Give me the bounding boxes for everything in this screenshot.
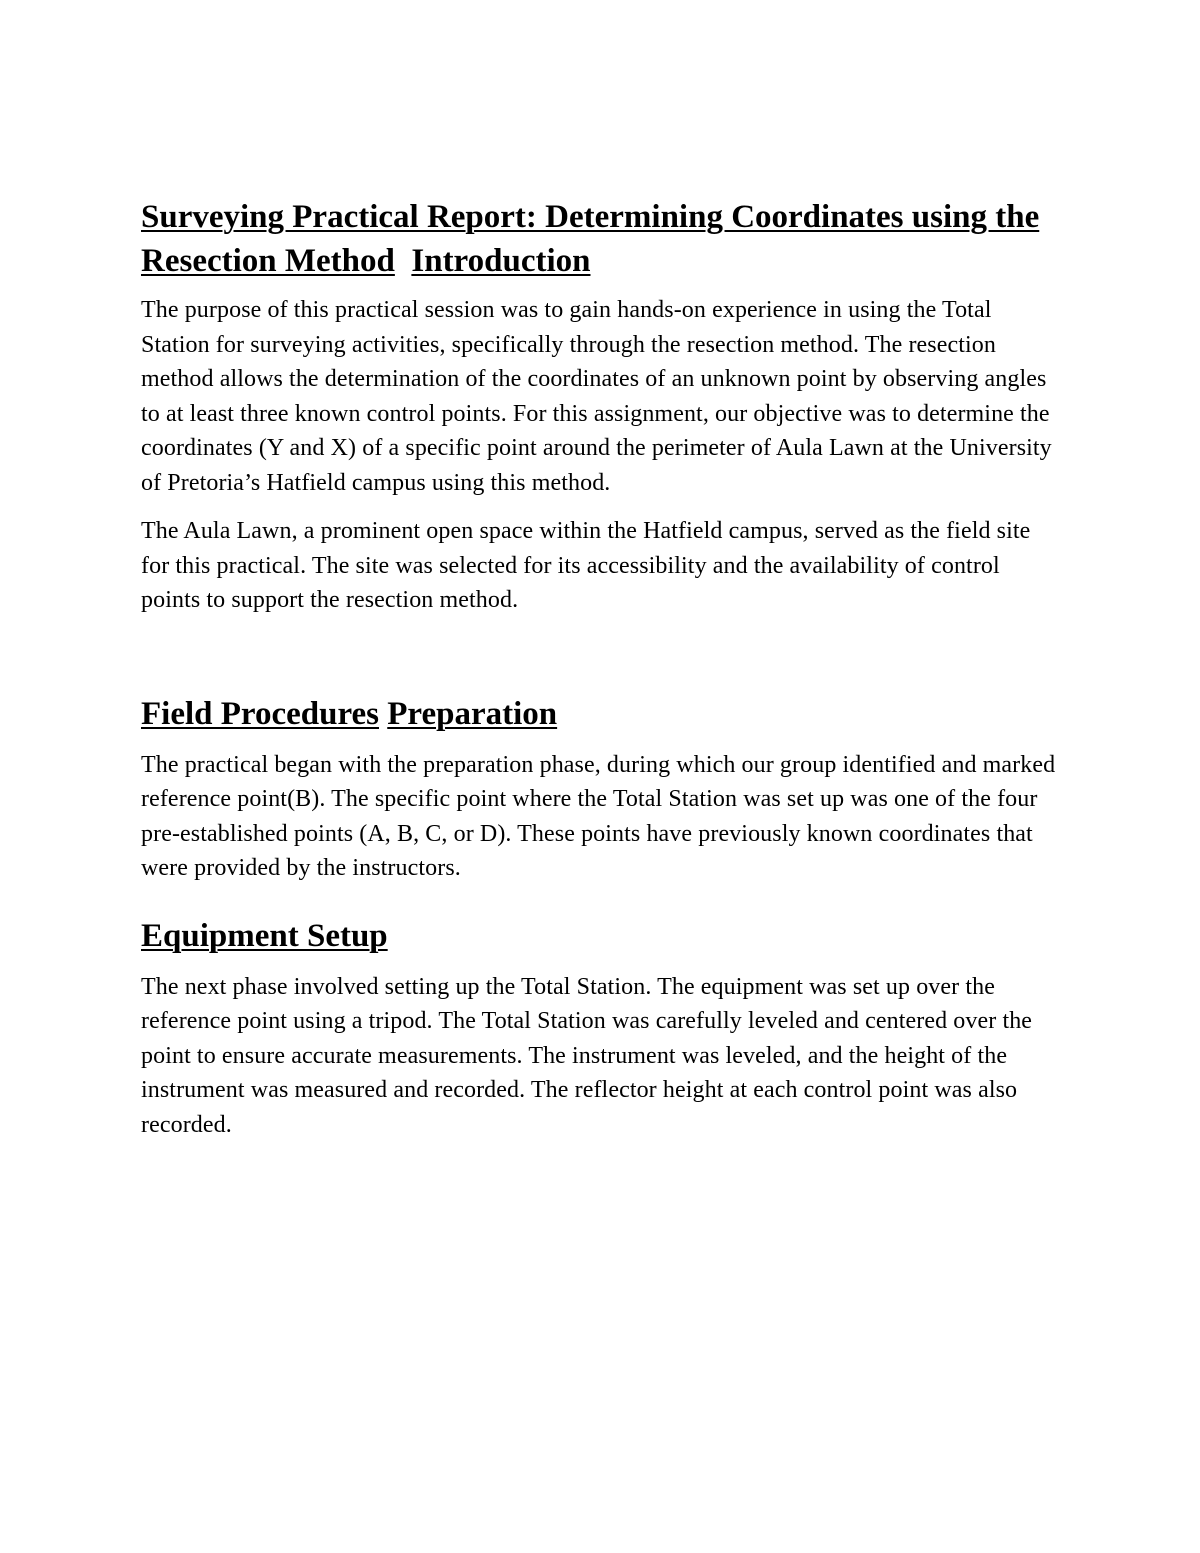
equipment-paragraph: The next phase involved setting up the Total Station. The equipment was set up over the reference point using a tripod. The Total Station was carefully leveled and centered over the point to ensure accurate measurements. The instrument was leveled, and the height of the instrument was measured and recorded. The reflector height at each control point was also recorded. bbox=[141, 973, 1033, 1138]
field-procedures-title: Field Procedures bbox=[141, 695, 379, 732]
preparation-paragraph: The practical began with the preparation phase, during which our group identified and marked reference point(B). The specific point where the Total Station was set up was one of the four pre-established points (A, B, C, or D). These points have previously known coordinates that were provided by the instructors. bbox=[141, 751, 1056, 881]
section-spacer bbox=[141, 900, 1061, 914]
report-title-main: Surveying Practical Report: Determining Coordinates using the Resection Method bbox=[141, 199, 1040, 279]
intro-paragraph-2: The Aula Lawn, a prominent open space within the Hatfield campus, served as the field site for this practical. The site was selected for its accessibility and the availability of control points to support the resection method. bbox=[141, 518, 1031, 613]
introduction-heading: Introduction bbox=[411, 243, 591, 279]
equipment-setup-title: Equipment Setup bbox=[141, 917, 388, 954]
preparation-title: Preparation bbox=[387, 695, 558, 732]
equipment-setup-heading bbox=[141, 914, 1061, 958]
field-procedures-heading bbox=[141, 692, 1061, 736]
section-spacer bbox=[141, 632, 1061, 692]
report-title bbox=[141, 195, 1061, 283]
intro-paragraph-1: The purpose of this practical session was to gain hands-on experience in using the Total Station for surveying activities, specifically through the resection method. The resection method allows the determination of the coordinates of an unknown point by observing angles to at least three known control points. For this assignment, our objective was to determine the coordinates (Y and X) of a specific point around the perimeter of Aula Lawn at the University of Pretoria’s Hatfield campus using this method. bbox=[141, 297, 1052, 496]
document-page bbox=[141, 195, 1061, 1156]
